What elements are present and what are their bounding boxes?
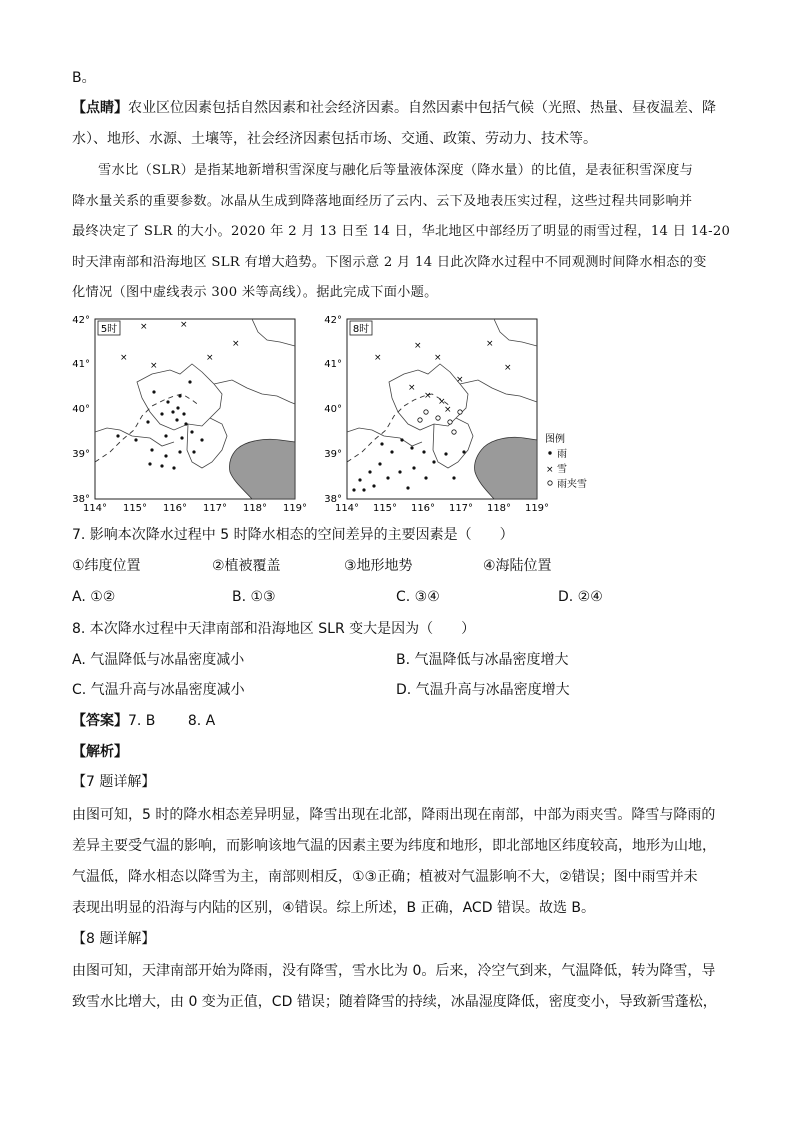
snow-markers: [120, 320, 240, 371]
lon-label-117: 117°: [202, 503, 228, 514]
passage-line-3: 最终决定了 SLR 的大小。2020 年 2 月 13 日至 14 日，华北地区中部经历了明显的雨雪过程，14 日 14-20: [72, 224, 731, 239]
q7-item-1: ①纬度位置: [72, 558, 141, 574]
legend-snow-symbol: ×: [546, 465, 554, 475]
analysis-label: 【解析】: [72, 744, 128, 760]
sleet-markers: [418, 410, 462, 434]
lon-label-119: 119°: [524, 503, 550, 514]
passage-line-5: 化情况（图中虚线表示 300 米等高线）。据此完成下面小题。: [72, 285, 438, 300]
q7-item-2: ②植被覆盖: [212, 558, 281, 574]
dianjing-line1: [72, 98, 716, 118]
legend-title: 图例: [545, 434, 565, 445]
north-border: [494, 319, 537, 346]
lat-label-40: 40°: [72, 404, 90, 415]
lon-label-116: 116°: [162, 503, 188, 514]
lat-label-42: 42°: [324, 315, 342, 326]
bohai-sea: [229, 439, 295, 499]
snow-mark: ×: [486, 339, 494, 349]
lon-label-119: 119°: [282, 503, 308, 514]
snow-mark: ×: [206, 353, 214, 363]
answer-line: [72, 711, 215, 731]
passage-line-2: 降水量关系的重要参数。冰晶从生成到降落地面经历了云内、云下及地表压实过程，这些过程共同影响并: [72, 194, 693, 209]
q7-option-a: A. ①②: [72, 589, 116, 605]
snow-mark: ×: [434, 353, 442, 363]
top-answer: B。: [72, 70, 96, 86]
lon-label-117: 117°: [448, 503, 474, 514]
dianjing-text1: 农业区位因素包括自然因素和社会经济因素。自然因素中包括气候（光照、热量、昼夜温差、降: [128, 100, 716, 116]
province-border: [95, 428, 174, 446]
bohai-sea: [475, 437, 537, 499]
q7-option-b: B. ①③: [232, 589, 276, 605]
dianjing-label: 【点睛】: [72, 100, 128, 116]
rain-markers: [352, 438, 465, 491]
lon-label-114: 114°: [334, 503, 360, 514]
time-label: 8时: [352, 324, 370, 335]
hebei-coast-border: [460, 380, 537, 402]
lon-label-118: 118°: [242, 503, 268, 514]
lat-label-39: 39°: [324, 449, 342, 460]
lat-label-39: 39°: [72, 449, 90, 460]
lon-label-116: 116°: [410, 503, 436, 514]
contour-300m: [347, 394, 450, 462]
rain-markers: [116, 380, 203, 469]
snow-mark: ×: [444, 405, 452, 415]
q7-option-c: C. ③④: [396, 589, 440, 605]
lat-label-42: 42°: [72, 315, 90, 326]
q7-detail-line-3: 气温低，降水相态以降雪为主，南部则相反，①③正确；植被对气温影响不大，②错误；图中雨雪并未: [72, 869, 698, 885]
lon-label-115: 115°: [372, 503, 398, 514]
snow-mark: ×: [180, 320, 188, 330]
legend-rain-symbol: [548, 451, 551, 454]
lat-label-41: 41°: [324, 359, 342, 370]
answer-label: 【答案】: [72, 713, 128, 729]
legend-sleet-symbol: [548, 481, 552, 485]
q8-option-d: D. 气温升高与冰晶密度增大: [396, 682, 570, 698]
lon-label-118: 118°: [486, 503, 512, 514]
snow-mark: ×: [424, 391, 432, 401]
time-label: 5时: [100, 324, 118, 335]
legend-snow: 雪: [557, 464, 567, 475]
lon-label-115: 115°: [122, 503, 148, 514]
legend-rain: 雨: [557, 449, 567, 460]
contour-300m: [95, 394, 200, 462]
north-border: [252, 319, 295, 346]
q7-stem: 7. 影响本次降水过程中 5 时降水相态的空间差异的主要因素是（ ）: [72, 527, 514, 543]
q8-option-a: A. 气温降低与冰晶密度减小: [72, 652, 245, 668]
snow-mark: ×: [374, 353, 382, 363]
lat-label-40: 40°: [324, 404, 342, 415]
q8-detail-line-2: 致雪水比增大，由 0 变为正值，CD 错误；随着降雪的持续，冰晶湿度降低，密度变小，导致新雪蓬松，: [72, 994, 717, 1010]
snow-mark: ×: [504, 363, 512, 373]
snow-mark: ×: [414, 341, 422, 351]
lat-label-38: 38°: [72, 494, 90, 505]
q8-stem: 8. 本次降水过程中天津南部和沿海地区 SLR 变大是因为（ ）: [72, 621, 476, 637]
q8-option-b: B. 气温降低与冰晶密度增大: [396, 652, 569, 668]
tianjin-border: [433, 418, 473, 468]
legend-sleet: 雨夹雪: [557, 479, 587, 490]
tianjin-border: [187, 418, 227, 468]
lat-label-38: 38°: [324, 494, 342, 505]
snow-mark: ×: [438, 397, 446, 407]
q7-detail-line-2: 差异主要受气温的影响，而影响该地气温的因素主要为纬度和地形，即北部地区纬度较高，地形为山地，: [72, 838, 716, 854]
snow-mark: ×: [408, 383, 416, 393]
q7-item-3: ③地形地势: [344, 558, 413, 574]
passage-line-4: 时天津南部和沿海地区 SLR 有增大趋势。下图示意 2 月 14 日此次降水过程中不同观测时间降水相态的变: [72, 255, 707, 270]
q7-detail-label: 【7 题详解】: [72, 774, 156, 790]
snow-mark: ×: [456, 375, 464, 385]
q8-option-c: C. 气温升高与冰晶密度减小: [72, 682, 245, 698]
q8-detail-label: 【8 题详解】: [72, 931, 156, 947]
snow-mark: ×: [120, 353, 128, 363]
map-5h: [62, 312, 308, 514]
dianjing-line2: 水）、地形、水源、土壤等，社会经济因素包括市场、交通、政策、劳动力、技术等。: [72, 131, 597, 147]
q7-detail-line-1: 由图可知，5 时的降水相态差异明显，降雪出现在北部，降雨出现在南部，中部为雨夹雪。降雪与降雨的: [72, 807, 716, 823]
q8-detail-line-1: 由图可知，天津南部开始为降雨，没有降雪，雪水比为 0。后来，冷空气到来，气温降低，转为降雪，导: [72, 963, 716, 979]
lat-label-41: 41°: [72, 359, 90, 370]
snow-mark: ×: [140, 322, 148, 332]
hebei-coast-border: [214, 380, 295, 404]
q7-detail-line-4: 表现出明显的沿海与内陆的区别，④错误。综上所述，B 正确，ACD 错误。故选 B。: [72, 900, 595, 916]
passage-line-1: 雪水比（SLR）是指某地新增积雪深度与融化后等量液体深度（降水量）的比值，是表征积雪深度与: [98, 163, 694, 178]
snow-mark: ×: [150, 361, 158, 371]
lon-label-114: 114°: [82, 503, 108, 514]
q7-item-4: ④海陆位置: [483, 558, 552, 574]
legend: [545, 432, 587, 490]
answer-text: 7. B 8. A: [128, 713, 216, 729]
snow-mark: ×: [232, 339, 240, 349]
map-8h: [314, 312, 614, 512]
q7-option-d: D. ②④: [558, 589, 603, 605]
